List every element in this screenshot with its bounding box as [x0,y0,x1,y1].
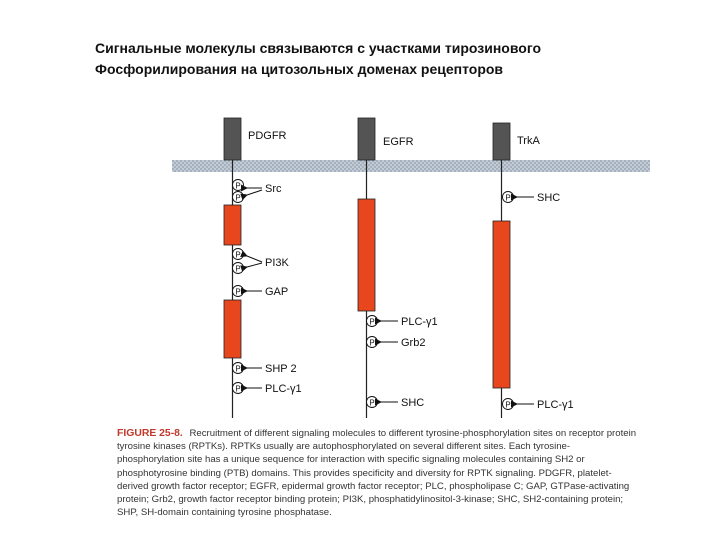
figure-caption [117,427,637,519]
pdgfr-site-6 [233,363,297,376]
binding-protein-label: Src [265,183,282,195]
trka-label: TrkA [517,135,540,147]
phospho-mark: P [369,317,375,327]
pdgfr-label: PDGFR [248,130,287,142]
egfr-site-2 [367,337,426,350]
title-line-2: Фосфорилирования на цитозольных доменах рецепторов [95,61,504,77]
phospho-mark: P [235,264,241,274]
binding-arrow [247,190,262,195]
plasma-membrane [172,160,650,172]
pdgfr-site-4 [233,263,263,274]
phospho-mark: P [235,287,241,297]
phospho-mark: P [235,384,241,394]
pdgfr-site-2 [233,190,263,203]
binding-protein-label: Grb2 [401,337,426,349]
egfr-site-1 [367,316,438,329]
phospho-mark: P [235,250,241,260]
trka-kinase-domain [493,221,510,388]
pdgfr-site-5 [233,286,289,299]
binding-protein-label: SHP 2 [265,363,297,375]
binding-protein-label: SHC [537,192,561,204]
pdgfr-kinase-domain-2 [224,300,241,358]
trka-extracellular-domain [493,123,510,160]
phospho-mark: P [369,338,375,348]
binding-protein-label: PI3K [265,257,289,269]
phospho-mark: P [235,181,241,191]
binding-protein-label: PLC-γ1 [537,399,574,411]
binding-protein-label: PLC-γ1 [265,383,302,395]
phospho-mark: P [235,193,241,203]
binding-protein-label: GAP [265,286,289,298]
egfr-extracellular-domain [358,118,375,160]
pdgfr-site-7 [233,383,302,396]
pdgfr-kinase-domain-1 [224,205,241,245]
binding-arrow [247,256,262,262]
phospho-mark: P [235,364,241,374]
trka-site-2 [503,399,574,412]
trka-site-1 [503,192,561,205]
title-line-1: Сигнальные молекулы связываются с участками тирозинового [95,40,542,56]
egfr-label: EGFR [383,136,414,148]
binding-arrow [247,263,262,267]
pdgfr-extracellular-domain [224,118,241,160]
egfr-site-3 [367,397,425,410]
phospho-mark: P [369,398,375,408]
phospho-mark: P [505,193,511,203]
caption-text: Recruitment of different signaling molecules to different tyrosine-phosphorylation sites on receptor protein tyrosine kinases (RPTKs). RPTKs usually are autophosphorylated on several different sites. Each tyrosine-phosphorylation site has a unique sequence for interaction with specific signaling molecules containing SH2 or phosphotyrosine binding (PTB) domains. This provides specificity and diversity for RPTK signaling. PDGFR, platelet-derived growth factor receptor; EGFR, epidermal growth factor receptor; PLC, phospholipase C; GAP, GTPase-activating protein; Grb2, growth factor receptor binding protein; PI3K, phosphatidylinositol-3-kinase; SHC, SH2-containing protein; SHP, SH-domain containing tyrosine phosphatase. [117,428,637,519]
binding-protein-label: SHC [401,397,425,409]
binding-protein-label: PLC-γ1 [401,316,438,328]
phospho-mark: P [505,400,511,410]
figure-number: FIGURE 25-8. [117,428,183,439]
egfr-kinase-domain [358,199,375,311]
